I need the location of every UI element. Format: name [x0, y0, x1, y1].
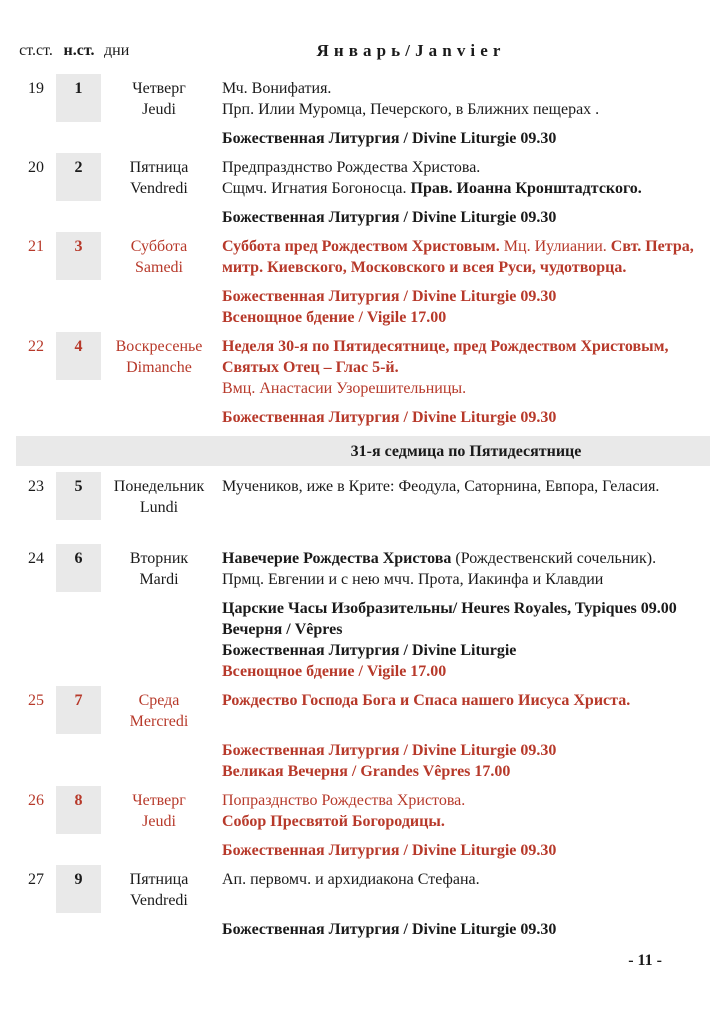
service-line [222, 286, 710, 307]
calendar-row [16, 476, 710, 540]
feast-paragraph [222, 236, 710, 278]
service-text-segment: Божественная Литургия / Divine Liturgie 09.30 [222, 742, 557, 759]
feast-paragraph [222, 378, 710, 399]
service-text-segment: Божественная Литургия / Divine Liturgie 09.30 [222, 409, 557, 426]
day-name-fr: Lundi [139, 499, 179, 516]
feast-text-segment: Попразднство Рождества Христова. [222, 792, 466, 809]
service-text-segment: Божественная Литургия / Divine Liturgie 09.30 [222, 288, 557, 305]
feast-paragraph [222, 178, 710, 199]
calendar-row [16, 336, 710, 428]
service-text-segment: Божественная Литургия / Divine Liturgie 09.30 [222, 209, 557, 226]
feast-text-segment: Сщмч. Игнатия Богоносца. [222, 180, 411, 197]
day-name-fr: Samedi [135, 259, 183, 276]
new-style-date-cell [56, 548, 102, 682]
service-line [222, 207, 710, 228]
day-name-fr: Vendredi [130, 180, 188, 197]
service-line [222, 619, 710, 640]
service-line [222, 661, 710, 682]
service-line [222, 640, 710, 661]
feast-paragraph [222, 157, 710, 178]
service-text-segment: Божественная Литургия / Divine Liturgie [222, 642, 517, 659]
feast-content [222, 78, 710, 149]
feast-paragraph [222, 336, 710, 378]
service-block [222, 598, 710, 682]
old-style-date: 26 [28, 792, 44, 809]
old-style-date: 22 [28, 338, 44, 355]
column-header-days: дни [104, 42, 130, 59]
calendar-row [16, 236, 710, 328]
service-text-segment: Божественная Литургия / Divine Liturgie 09.30 [222, 842, 557, 859]
service-block [222, 128, 710, 149]
new-style-date-cell [56, 790, 102, 861]
feast-paragraph [222, 548, 710, 569]
new-style-date-box: 1 [56, 74, 101, 122]
calendar-row [16, 548, 710, 682]
day-name-fr: Jeudi [142, 813, 176, 830]
service-line [222, 307, 710, 328]
calendar-row [16, 78, 710, 149]
day-name-ru: Пятница [129, 159, 189, 176]
day-name [102, 236, 222, 328]
new-style-date-cell [56, 236, 102, 328]
feast-content [222, 336, 710, 428]
feast-content [222, 869, 710, 940]
feast-text-segment: Мучеников, иже в Крите: Феодула, Саторнина, Евпора, Геласия. [222, 478, 660, 495]
feast-paragraph [222, 569, 710, 590]
service-text-segment: Царские Часы Изобразительны/ Heures Royales, Typiques 09.00 [222, 600, 677, 617]
service-block [222, 286, 710, 328]
feast-text-segment: Навечерие Рождества Христова [222, 550, 452, 567]
service-line [222, 598, 710, 619]
day-name-ru: Понедельник [113, 478, 205, 495]
feast-paragraph [222, 78, 710, 99]
service-block [222, 840, 710, 861]
service-text-segment: Божественная Литургия / Divine Liturgie 09.30 [222, 130, 557, 147]
old-style-date: 27 [28, 871, 44, 888]
feast-text-segment: Мч. Вонифатия. [222, 80, 332, 97]
new-style-date-cell [56, 869, 102, 940]
service-block [222, 919, 710, 940]
old-style-date: 20 [28, 159, 44, 176]
service-block [222, 407, 710, 428]
day-name-ru: Среда [138, 692, 180, 709]
day-name [102, 869, 222, 940]
calendar-rows [16, 78, 710, 940]
day-name-fr: Dimanche [126, 359, 192, 376]
feast-paragraph [222, 869, 710, 890]
service-text-segment: Вечерня / Vêpres [222, 621, 343, 638]
service-line [222, 407, 710, 428]
feast-content [222, 476, 710, 540]
feast-content [222, 790, 710, 861]
day-name [102, 790, 222, 861]
feast-text-segment: Прп. Илии Муромца, Печерского, в Ближних пещерах . [222, 101, 600, 118]
service-text-segment: Всенощное бдение / Vigile 17.00 [222, 663, 447, 680]
day-name-fr: Mardi [139, 571, 179, 588]
page-number: - 11 - [628, 952, 662, 969]
day-name-ru: Суббота [130, 238, 188, 255]
new-style-date-cell [56, 157, 102, 228]
column-header-new-style: н.ст. [63, 42, 95, 59]
day-name [102, 690, 222, 782]
day-name-ru: Четверг [132, 80, 186, 97]
feast-paragraph [222, 811, 710, 832]
day-name-fr: Mercredi [129, 713, 189, 730]
service-line [222, 840, 710, 861]
feast-paragraph [222, 690, 710, 711]
old-style-date: 25 [28, 692, 44, 709]
feast-text-segment: Свт. Петра, митр. Киевского, Московского и всея Руси, чудотворца. [222, 238, 694, 276]
day-name [102, 157, 222, 228]
old-style-date: 23 [28, 478, 44, 495]
service-line [222, 740, 710, 761]
day-name-ru: Пятница [129, 871, 189, 888]
day-name-ru: Четверг [132, 792, 186, 809]
feast-content [222, 690, 710, 782]
day-name [102, 476, 222, 540]
new-style-date-box: 2 [56, 153, 101, 201]
feast-text-segment: (Рождественский сочельник). [451, 550, 657, 567]
new-style-date-box: 5 [56, 472, 101, 520]
new-style-date-box: 9 [56, 865, 101, 913]
service-line [222, 128, 710, 149]
feast-text-segment: Мц. Иулиании. [503, 238, 611, 255]
new-style-date-cell [56, 690, 102, 782]
feast-text-segment: Рождество Господа Бога и Спаса нашего Иисуса Христа. [222, 692, 631, 709]
feast-text-segment: Неделя 30-я по Пятидесятнице, пред Рождеством Христовым, Святых Отец – Глас 5-й. [222, 338, 669, 376]
feast-content [222, 236, 710, 328]
new-style-date-box: 7 [56, 686, 101, 734]
day-name-fr: Vendredi [130, 892, 188, 909]
feast-text-segment: Предпразднство Рождества Христова. [222, 159, 481, 176]
day-name [102, 78, 222, 149]
feast-text-segment: Прав. Иоанна Кронштадтского. [410, 180, 642, 197]
new-style-date-box: 4 [56, 332, 101, 380]
new-style-date-box: 3 [56, 232, 101, 280]
calendar-row [16, 869, 710, 940]
service-text-segment: Великая Вечерня / Grandes Vêpres 17.00 [222, 763, 511, 780]
day-name-fr: Jeudi [142, 101, 176, 118]
day-name-ru: Вторник [129, 550, 189, 567]
day-name-ru: Воскресенье [115, 338, 203, 355]
service-block [222, 740, 710, 782]
feast-text-segment: Вмц. Анастасии Узорешительницы. [222, 380, 467, 397]
column-header-old-style: ст.ст. [19, 42, 53, 59]
feast-text-segment: Собор Пресвятой Богородицы. [222, 813, 445, 830]
month-title: Январь/Janvier [316, 41, 506, 60]
service-line [222, 761, 710, 782]
feast-content [222, 548, 710, 682]
calendar-row [16, 157, 710, 228]
new-style-date-box: 8 [56, 786, 101, 834]
day-name [102, 548, 222, 682]
service-text-segment: Божественная Литургия / Divine Liturgie 09.30 [222, 921, 557, 938]
calendar-row [16, 690, 710, 782]
feast-text-segment: Суббота пред Рождеством Христовым. [222, 238, 504, 255]
service-block [222, 207, 710, 228]
feast-text-segment: Прмц. Евгении и с нею мчч. Прота, Иакинфа и Клавдии [222, 571, 604, 588]
feast-paragraph [222, 99, 710, 120]
new-style-date-cell [56, 336, 102, 428]
feast-paragraph [222, 790, 710, 811]
feast-text-segment: Ап. первомч. и архидиакона Стефана. [222, 871, 480, 888]
week-section-label: 31-я седмица по Пятидесятнице [350, 442, 582, 460]
feast-paragraph [222, 476, 710, 497]
old-style-date: 21 [28, 238, 44, 255]
new-style-date-cell [56, 78, 102, 149]
new-style-date-box: 6 [56, 544, 101, 592]
feast-content [222, 157, 710, 228]
old-style-date: 24 [28, 550, 44, 567]
week-section-band [16, 436, 710, 466]
service-line [222, 919, 710, 940]
new-style-date-cell [56, 476, 102, 540]
old-style-date: 19 [28, 80, 44, 97]
service-text-segment: Всенощное бдение / Vigile 17.00 [222, 309, 447, 326]
header-row [16, 40, 710, 61]
day-name [102, 336, 222, 428]
calendar-row [16, 790, 710, 861]
